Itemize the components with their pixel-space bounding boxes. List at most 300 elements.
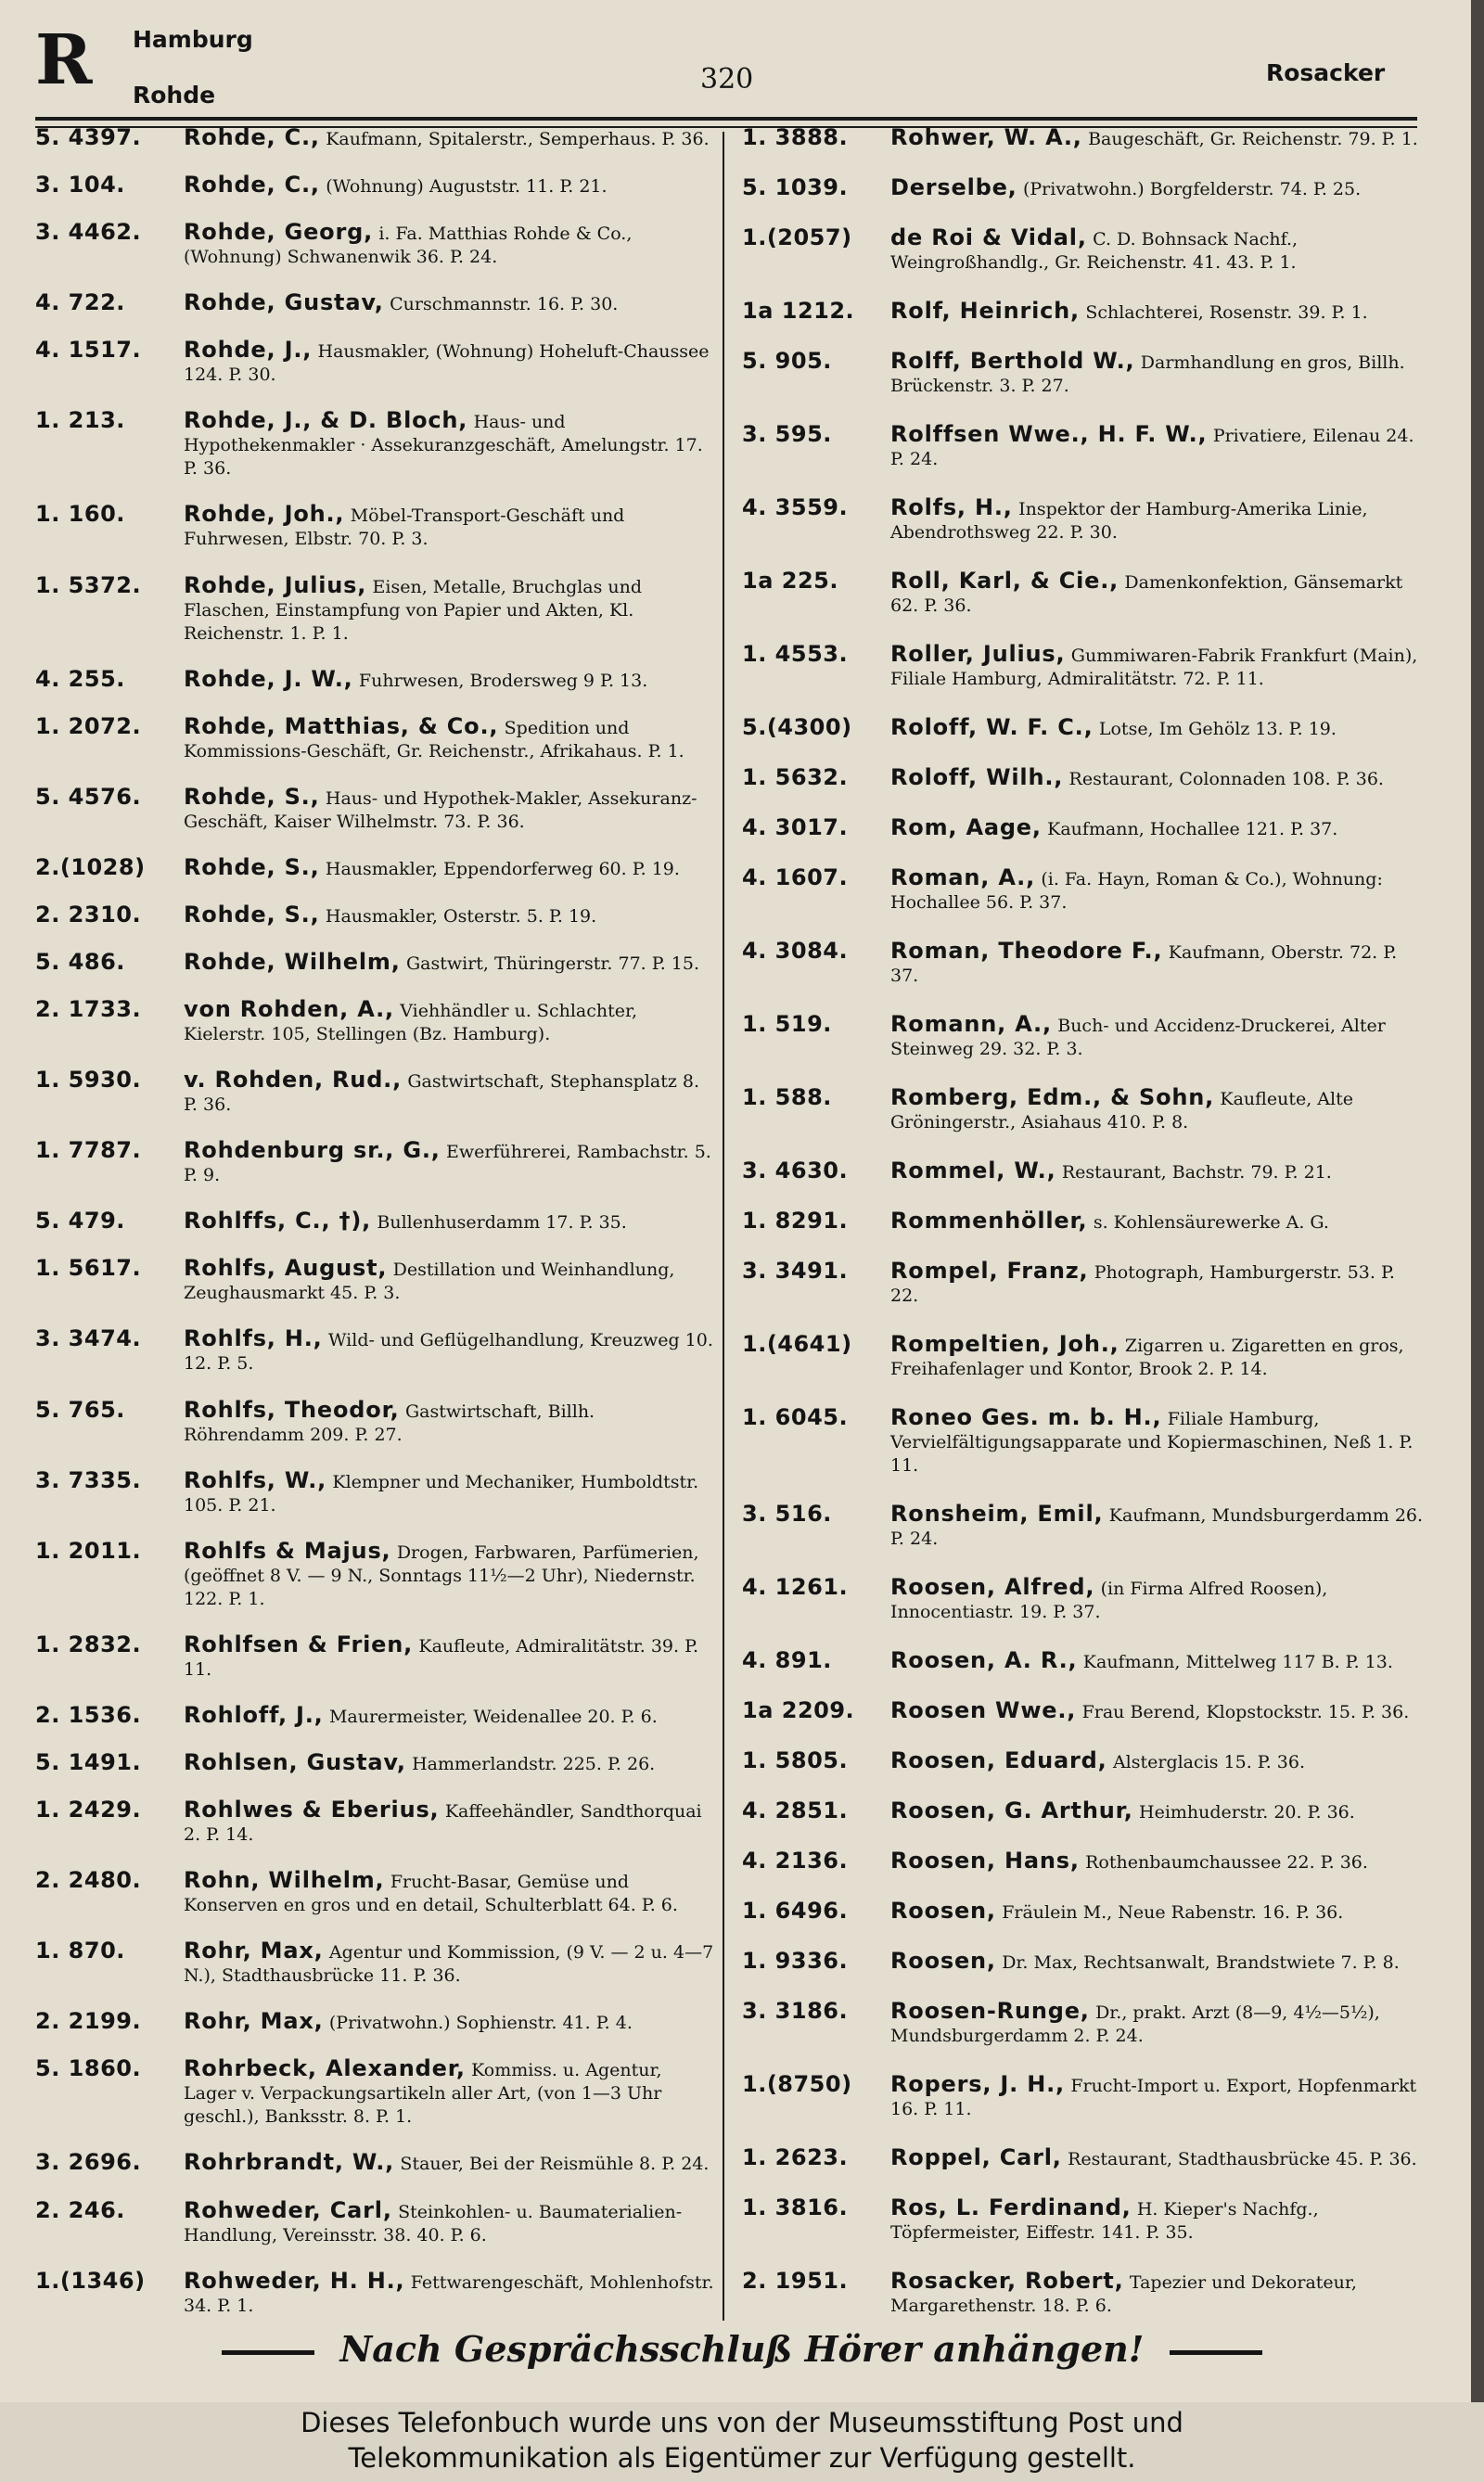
directory-entry xyxy=(742,1333,1425,1380)
directory-entry xyxy=(35,221,718,268)
subscriber-details: Ewerführerei, Rambachstr. 5. P. 9. xyxy=(184,1142,711,1186)
subscriber-details: Heimhuderstr. 20. P. 36. xyxy=(1139,1802,1355,1823)
directory-entry xyxy=(35,2267,718,2317)
directory-entry xyxy=(35,2196,718,2246)
subscriber-name: Rohde, Matthias, & Co., xyxy=(184,712,499,739)
phone-number: 1a 1212. xyxy=(742,298,855,324)
phone-number: 1. 519. xyxy=(742,1011,832,1037)
entry-body xyxy=(890,1333,1425,1380)
subscriber-details: Zigarren u. Zigaretten en gros, Freihafenlager und Kontor, Brook 2. P. 14. xyxy=(890,1336,1404,1379)
entry-body xyxy=(184,951,718,975)
entry-body xyxy=(184,1537,718,1610)
phone-number: 3. 595. xyxy=(742,421,832,447)
phone-number: 1. 213. xyxy=(35,407,125,434)
directory-entry xyxy=(35,173,718,198)
subscriber-details: Viehhändler u. Schlachter, Kielerstr. 105, Stellingen (Bz. Hamburg). xyxy=(184,1001,638,1045)
entry-body xyxy=(184,665,718,692)
subscriber-name: Rolffsen Wwe., H. F. W., xyxy=(890,421,1208,447)
phone-number: 1. 6496. xyxy=(742,1898,849,1924)
directory-entry xyxy=(35,712,718,762)
directory-entry xyxy=(742,2073,1425,2120)
subscriber-name: Rohde, J. W., xyxy=(184,665,353,692)
directory-entry xyxy=(35,998,718,1045)
subscriber-name: v. Rohden, Rud., xyxy=(184,1067,403,1094)
directory-entry xyxy=(35,1396,718,1446)
entry-body xyxy=(890,2270,1425,2317)
phone-number: 5. 765. xyxy=(35,1396,125,1423)
phone-number: 2. 2480. xyxy=(35,1867,142,1894)
entry-body xyxy=(890,940,1425,987)
subscriber-details: (Wohnung) Auguststr. 11. P. 21. xyxy=(326,176,608,198)
entry-body xyxy=(184,503,718,550)
subscriber-name: Rohde, Joh., xyxy=(184,501,345,528)
subscriber-name: Rohweder, H. H., xyxy=(184,2267,405,2294)
entry-body xyxy=(890,1013,1425,1060)
subscriber-details: i. Fa. Matthias Rohde & Co., (Wohnung) Schwanenwik 36. P. 24. xyxy=(184,224,633,268)
subscriber-name: Rohlfs, August, xyxy=(184,1255,388,1282)
phone-number: 1. 5930. xyxy=(35,1067,142,1094)
entry-body xyxy=(890,1209,1425,1234)
directory-entry xyxy=(35,1537,718,1610)
phone-number: 3. 516. xyxy=(742,1501,832,1527)
phone-number: 4. 3017. xyxy=(742,814,849,840)
left-column xyxy=(35,126,718,2317)
subscriber-details: Drogen, Farbwaren, Parfümerien, (geöffnet 8 V. — 9 N., Sonntags 11½—2 Uhr), Niedernstr. 122. P. 1. xyxy=(184,1542,699,1609)
page-edge xyxy=(1471,0,1484,2402)
directory-entry xyxy=(35,1633,718,1681)
directory-entry xyxy=(35,1869,718,1916)
directory-entry xyxy=(35,291,718,315)
subscriber-name: Roller, Julius, xyxy=(890,641,1066,667)
subscriber-name: Roosen, Eduard, xyxy=(890,1747,1107,1773)
entry-body xyxy=(890,1086,1425,1133)
subscriber-name: Rohde, S., xyxy=(184,783,320,810)
column-divider xyxy=(723,132,724,2321)
subscriber-details: Agentur und Kommission, (9 V. — 2 u. 4—7 N.), Stadthausbrücke 11. P. 36. xyxy=(184,1942,714,1987)
subscriber-details: Steinkohlen- u. Baumaterialien-Handlung, Vereinsstr. 38. 40. P. 6. xyxy=(184,2201,683,2245)
subscriber-details: Haus- und Hypothekenmakler · Assekuranzgeschäft, Amelungstr. 17. P. 36. xyxy=(184,412,703,480)
entry-body xyxy=(890,1576,1425,1623)
directory-entry xyxy=(742,1849,1425,1874)
directory-entry xyxy=(35,1327,718,1375)
phone-number: 3. 4630. xyxy=(742,1158,849,1183)
footer-slogan xyxy=(0,2328,1484,2370)
phone-number: 3. 4462. xyxy=(35,219,142,246)
entry-body xyxy=(890,1260,1425,1307)
subscriber-details: H. Kieper's Nachfg., Töpfermeister, Eiffestr. 141. P. 35. xyxy=(890,2199,1319,2243)
credit-banner xyxy=(0,2402,1484,2482)
subscriber-details: Kaufmann, Oberstr. 72. P. 37. xyxy=(890,942,1398,986)
phone-number: 1. 5805. xyxy=(742,1747,849,1773)
subscriber-name: Roloff, W. F. C., xyxy=(890,714,1094,740)
page-number: 320 xyxy=(700,63,754,96)
phone-number: 3. 104. xyxy=(35,172,125,198)
phone-number: 3. 3474. xyxy=(35,1325,142,1352)
directory-entry xyxy=(35,783,718,833)
directory-entry xyxy=(35,1466,718,1516)
entry-body xyxy=(890,2196,1425,2244)
credit-line-1: Dieses Telefonbuch wurde uns von der Museumsstiftung Post und xyxy=(301,2407,1183,2438)
subscriber-name: Ropers, J. H., xyxy=(890,2071,1065,2097)
directory-entry xyxy=(742,1013,1425,1060)
directory-entry xyxy=(742,176,1425,200)
directory-entry xyxy=(742,1900,1425,1924)
slogan-rule-left xyxy=(222,2350,314,2355)
entry-body xyxy=(184,1939,718,1987)
phone-number: 5. 1039. xyxy=(742,174,849,200)
directory-entry xyxy=(742,226,1425,274)
subscriber-name: Ronsheim, Emil, xyxy=(890,1501,1104,1527)
subscriber-name: Rolff, Berthold W., xyxy=(890,348,1135,374)
phone-number: 1. 3816. xyxy=(742,2194,849,2220)
subscriber-name: Rohrbeck, Alexander, xyxy=(184,2055,466,2082)
subscriber-name: Rohn, Wilhelm, xyxy=(184,1867,385,1894)
entry-body xyxy=(184,2267,718,2317)
city-heading: Hamburg xyxy=(133,26,253,53)
entry-body xyxy=(890,423,1425,470)
subscriber-name: Roneo Ges. m. b. H., xyxy=(890,1404,1162,1430)
phone-number: 4. 722. xyxy=(35,289,125,316)
subscriber-details: Inspektor der Hamburg-Amerika Linie, Abendrothsweg 22. P. 30. xyxy=(890,499,1368,543)
entry-body xyxy=(184,2196,718,2246)
subscriber-details: Frucht-Basar, Gemüse und Konserven en gros und en detail, Schulterblatt 64. P. 6. xyxy=(184,1872,678,1916)
entry-body xyxy=(890,2073,1425,2120)
subscriber-details: Kaufleute, Admiralitätstr. 39. P. 11. xyxy=(184,1635,699,1680)
entry-body xyxy=(890,643,1425,690)
subscriber-name: Roosen, G. Arthur, xyxy=(890,1798,1133,1823)
directory-entry xyxy=(742,496,1425,544)
entry-body xyxy=(890,1799,1425,1823)
subscriber-name: Roosen, xyxy=(890,1948,996,1974)
subscriber-details: C. D. Bohnsack Nachf., Weingroßhandlg., Gr. Reichenstr. 41. 43. P. 1. xyxy=(890,229,1298,273)
subscriber-name: Rohde, Julius, xyxy=(184,571,367,598)
entry-body xyxy=(184,712,718,762)
subscriber-name: Rohde, C., xyxy=(184,124,320,150)
entry-body xyxy=(184,2057,718,2128)
subscriber-name: Rohlwes & Eberius, xyxy=(184,1797,440,1823)
header-rule-thick xyxy=(35,117,1417,121)
entry-body xyxy=(184,1327,718,1375)
subscriber-details: Restaurant, Colonnaden 108. P. 36. xyxy=(1068,769,1384,789)
entry-body xyxy=(184,571,718,645)
phone-number: 3. 2696. xyxy=(35,2149,142,2176)
entry-body xyxy=(890,176,1425,200)
subscriber-details: Destillation und Weinhandlung, Zeughausmarkt 45. P. 3. xyxy=(184,1260,675,1304)
subscriber-name: Rohwer, W. A., xyxy=(890,124,1082,150)
phone-number: 1.(8750) xyxy=(742,2071,852,2097)
section-letter: R xyxy=(35,20,93,100)
directory-entry xyxy=(35,1939,718,1987)
phone-number: 4. 2851. xyxy=(742,1798,849,1823)
directory-entry xyxy=(742,1209,1425,1234)
subscriber-name: Rommel, W., xyxy=(890,1158,1056,1183)
directory-entry xyxy=(35,571,718,645)
entry-body xyxy=(184,291,718,315)
subscriber-details: Kaufmann, Mundsburgerdamm 26. P. 24. xyxy=(890,1505,1424,1549)
phone-number: 1. 870. xyxy=(35,1938,125,1964)
entry-body xyxy=(890,1849,1425,1874)
subscriber-name: Rohr, Max, xyxy=(184,1938,324,1964)
subscriber-name: Roosen, A. R., xyxy=(890,1647,1078,1673)
directory-entry xyxy=(35,2151,718,2175)
subscriber-details: Wild- und Geflügelhandlung, Kreuzweg 10. 12. P. 5. xyxy=(184,1330,713,1375)
subscriber-name: Rohlfs, H., xyxy=(184,1325,323,1352)
subscriber-details: Restaurant, Stadthausbrücke 45. P. 36. xyxy=(1068,2149,1417,2169)
phone-number: 1. 6045. xyxy=(742,1404,849,1430)
phone-number: 1.(4641) xyxy=(742,1331,852,1357)
directory-entry xyxy=(35,853,718,880)
subscriber-name: Roll, Karl, & Cie., xyxy=(890,568,1119,594)
phone-number: 1. 4553. xyxy=(742,641,849,667)
phone-number: 4. 255. xyxy=(35,665,125,692)
subscriber-name: Rommenhöller, xyxy=(890,1208,1088,1234)
subscriber-name: Rohrbrandt, W., xyxy=(184,2149,395,2176)
subscriber-name: Rohde, J., xyxy=(184,337,313,364)
subscriber-name: Roosen-Runge, xyxy=(890,1998,1090,2024)
directory-entry xyxy=(35,1068,718,1116)
phone-number: 4. 2136. xyxy=(742,1848,849,1874)
subscriber-details: Eisen, Metalle, Bruchglas und Flaschen, Einstampfung von Papier und Akten, Kl. Reichenstr. 1. P. 1. xyxy=(184,576,643,644)
subscriber-details: Alsterglacis 15. P. 36. xyxy=(1112,1752,1306,1772)
right-column xyxy=(742,126,1425,2317)
subscriber-details: Spedition und Kommissions-Geschäft, Gr. Reichenstr., Afrikahaus. P. 1. xyxy=(184,717,684,761)
phone-number: 1. 8291. xyxy=(742,1208,849,1234)
phone-number: 4. 3084. xyxy=(742,938,849,964)
entry-body xyxy=(184,1139,718,1186)
entry-body xyxy=(184,126,718,150)
phone-number: 1a 2209. xyxy=(742,1697,855,1723)
range-start-heading: Rohde xyxy=(133,82,216,109)
directory-entry xyxy=(742,300,1425,324)
subscriber-name: Rohloff, J., xyxy=(184,1701,324,1728)
subscriber-details: Maurermeister, Weidenallee 20. P. 6. xyxy=(328,1706,658,1727)
range-end-heading: Rosacker xyxy=(1266,59,1386,86)
subscriber-details: Gastwirtschaft, Billh. Röhrendamm 209. P. 27. xyxy=(184,1401,595,1445)
phone-number: 4. 1607. xyxy=(742,864,849,890)
subscriber-details: Schlachterei, Rosenstr. 39. P. 1. xyxy=(1085,302,1368,323)
entry-body xyxy=(184,1869,718,1916)
subscriber-details: Frau Berend, Klopstockstr. 15. P. 36. xyxy=(1081,1702,1410,1722)
directory-entry xyxy=(742,1260,1425,1307)
directory-entry xyxy=(742,816,1425,840)
subscriber-name: Rohdenburg sr., G., xyxy=(184,1137,441,1164)
phone-number: 1. 9336. xyxy=(742,1948,849,1974)
directory-entry xyxy=(35,339,718,386)
phone-number: 1. 3888. xyxy=(742,124,849,150)
subscriber-details: Kaufmann, Mittelweg 117 B. P. 13. xyxy=(1082,1652,1393,1672)
subscriber-name: Rohlsen, Gustav, xyxy=(184,1748,406,1775)
subscriber-name: Roloff, Wilh., xyxy=(890,764,1064,790)
phone-number: 1. 2072. xyxy=(35,712,142,739)
entry-body xyxy=(890,126,1425,150)
subscriber-details: Hammerlandstr. 225. P. 26. xyxy=(412,1753,656,1774)
subscriber-details: Klempner und Mechaniker, Humboldtstr. 105. P. 21. xyxy=(184,1471,699,1516)
directory-entry xyxy=(35,1257,718,1304)
subscriber-name: Rohlfsen & Frien, xyxy=(184,1631,414,1657)
subscriber-details: (i. Fa. Hayn, Roman & Co.), Wohnung: Hochallee 56. P. 37. xyxy=(890,869,1383,913)
entry-body xyxy=(890,496,1425,544)
directory-entry xyxy=(742,2196,1425,2244)
subscriber-details: (Privatwohn.) Borgfelderstr. 74. P. 25. xyxy=(1022,179,1362,199)
entry-body xyxy=(184,1798,718,1846)
subscriber-name: Rom, Aage, xyxy=(890,814,1042,840)
phone-number: 1. 7787. xyxy=(35,1137,142,1164)
entry-body xyxy=(890,1503,1425,1550)
directory-entry xyxy=(742,1159,1425,1183)
directory-entry xyxy=(35,903,718,928)
phone-number: 5. 4397. xyxy=(35,124,142,150)
subscriber-details: Hausmakler, Eppendorferweg 60. P. 19. xyxy=(325,858,680,879)
subscriber-details: Restaurant, Bachstr. 79. P. 21. xyxy=(1061,1162,1332,1183)
entry-body xyxy=(184,1748,718,1775)
entry-body xyxy=(890,569,1425,617)
entry-body xyxy=(184,1209,718,1234)
subscriber-details: Kaufmann, Hochallee 121. P. 37. xyxy=(1047,819,1338,839)
phone-number: 3. 3186. xyxy=(742,1998,849,2024)
subscriber-name: de Roi & Vidal, xyxy=(890,224,1087,250)
phone-number: 1. 5632. xyxy=(742,764,849,790)
subscriber-details: Kaufmann, Spitalerstr., Semperhaus. P. 36. xyxy=(326,129,710,149)
entry-body xyxy=(184,998,718,1045)
entry-body xyxy=(890,716,1425,740)
subscriber-name: Roosen, Alfred, xyxy=(890,1574,1095,1600)
subscriber-name: Derselbe, xyxy=(890,174,1017,200)
phone-number: 4. 1261. xyxy=(742,1574,849,1600)
entry-body xyxy=(890,2000,1425,2047)
subscriber-details: Stauer, Bei der Reismühle 8. P. 24. xyxy=(400,2154,710,2175)
phone-number: 5. 486. xyxy=(35,949,125,976)
subscriber-details: Fräulein M., Neue Rabenstr. 16. P. 36. xyxy=(1002,1902,1344,1923)
directory-entry xyxy=(742,423,1425,470)
subscriber-details: Gastwirtschaft, Stephansplatz 8. P. 36. xyxy=(184,1071,700,1116)
directory-entry xyxy=(35,1139,718,1186)
entry-body xyxy=(890,816,1425,840)
slogan-rule-right xyxy=(1170,2350,1262,2355)
phone-number: 1. 2832. xyxy=(35,1631,142,1657)
phone-number: 1. 160. xyxy=(35,501,125,528)
phone-number: 4. 1517. xyxy=(35,337,142,364)
subscriber-details: Photograph, Hamburgerstr. 53. P. 22. xyxy=(890,1262,1395,1306)
subscriber-details: Gastwirt, Thüringerstr. 77. P. 15. xyxy=(405,953,699,975)
subscriber-name: Rohde, Georg, xyxy=(184,219,373,246)
subscriber-details: (Privatwohn.) Sophienstr. 41. P. 4. xyxy=(328,2013,633,2034)
subscriber-name: Roosen, Hans, xyxy=(890,1848,1080,1874)
subscriber-details: Haus- und Hypothek-Makler, Assekuranz-Geschäft, Kaiser Wilhelmstr. 73. P. 36. xyxy=(184,787,697,832)
entry-body xyxy=(890,350,1425,397)
subscriber-name: Romberg, Edm., & Sohn, xyxy=(890,1084,1215,1110)
subscriber-name: Rohlfs, W., xyxy=(184,1466,327,1493)
phone-number: 2. 246. xyxy=(35,2196,125,2223)
subscriber-details: Dr., prakt. Arzt (8—9, 4½—5½), Mundsburgerdamm 2. P. 24. xyxy=(890,2002,1380,2046)
phone-number: 1. 588. xyxy=(742,1084,832,1110)
directory-entry xyxy=(742,1799,1425,1823)
phone-number: 1. 5372. xyxy=(35,571,142,598)
directory-entry xyxy=(742,1749,1425,1773)
subscriber-details: Rothenbaumchaussee 22. P. 36. xyxy=(1085,1852,1368,1873)
phone-number: 2. 2199. xyxy=(35,2008,142,2035)
entry-body xyxy=(890,1649,1425,1673)
credit-line-2: Telekommunikation als Eigentümer zur Verfügung gestellt. xyxy=(348,2442,1136,2474)
directory-entry xyxy=(742,126,1425,150)
subscriber-details: Lotse, Im Gehölz 13. P. 19. xyxy=(1098,719,1337,739)
subscriber-details: Fettwarengeschäft, Mohlenhofstr. 34. P. 1. xyxy=(184,2271,714,2316)
subscriber-details: Filiale Hamburg, Vervielfältigungsapparate und Kopiermaschinen, Neß 1. P. 11. xyxy=(890,1409,1414,1476)
slogan-text: Nach Gesprächsschluß Hörer anhängen! xyxy=(339,2328,1145,2370)
subscriber-name: Rolfs, H., xyxy=(890,494,1013,520)
subscriber-name: Rohde, Gustav, xyxy=(184,289,384,316)
phone-number: 5. 1491. xyxy=(35,1748,142,1775)
directory-entry xyxy=(742,643,1425,690)
entry-body xyxy=(890,766,1425,790)
subscriber-name: Rohr, Max, xyxy=(184,2008,324,2035)
entry-body xyxy=(184,903,718,928)
directory-entry xyxy=(35,503,718,550)
directory-entry xyxy=(742,569,1425,617)
directory-entry xyxy=(742,2146,1425,2170)
phone-number: 2. 1733. xyxy=(35,996,142,1023)
directory-entry xyxy=(35,665,718,692)
directory-entry xyxy=(742,1699,1425,1723)
subscriber-details: Dr. Max, Rechtsanwalt, Brandstwiete 7. P. 8. xyxy=(1002,1952,1400,1973)
phone-number: 3. 7335. xyxy=(35,1466,142,1493)
entry-body xyxy=(890,1699,1425,1723)
entry-body xyxy=(184,1396,718,1446)
subscriber-name: von Rohden, A., xyxy=(184,996,394,1023)
subscriber-details: Darmhandlung en gros, Billh. Brückenstr. 3. P. 27. xyxy=(890,352,1405,396)
directory-entry xyxy=(35,2010,718,2034)
entry-body xyxy=(890,2146,1425,2170)
subscriber-name: Rohde, J., & D. Bloch, xyxy=(184,407,468,434)
subscriber-details: Fuhrwesen, Brodersweg 9 P. 13. xyxy=(358,670,648,691)
entry-body xyxy=(184,2010,718,2034)
subscriber-name: Roppel, Carl, xyxy=(890,2144,1062,2170)
directory-entry xyxy=(742,350,1425,397)
entry-body xyxy=(890,300,1425,324)
directory-entry xyxy=(742,716,1425,740)
subscriber-name: Roman, Theodore F., xyxy=(890,938,1163,964)
directory-entry xyxy=(35,1748,718,1775)
entry-body xyxy=(184,853,718,880)
phone-number: 1. 5617. xyxy=(35,1255,142,1282)
subscriber-details: (in Firma Alfred Roosen), Innocentiastr. 19. P. 37. xyxy=(890,1579,1328,1622)
subscriber-details: Möbel-Transport-Geschäft und Fuhrwesen, Elbstr. 70. P. 3. xyxy=(184,505,625,550)
directory-entry xyxy=(35,1798,718,1846)
phone-number: 3. 3491. xyxy=(742,1258,849,1284)
subscriber-name: Rolf, Heinrich, xyxy=(890,298,1080,324)
subscriber-name: Rohde, S., xyxy=(184,901,320,928)
subscriber-name: Rompel, Franz, xyxy=(890,1258,1089,1284)
directory-entry xyxy=(35,1701,718,1728)
directory-entry xyxy=(35,126,718,150)
subscriber-details: Tapezier und Dekorateur, Margarethenstr. 18. P. 6. xyxy=(890,2272,1357,2316)
subscriber-details: Privatiere, Eilenau 24. P. 24. xyxy=(890,426,1414,469)
entry-body xyxy=(184,221,718,268)
phone-number: 5. 4576. xyxy=(35,783,142,810)
subscriber-details: Baugeschäft, Gr. Reichenstr. 79. P. 1. xyxy=(1088,129,1418,149)
subscriber-name: Roosen, xyxy=(890,1898,996,1924)
entry-body xyxy=(890,866,1425,914)
subscriber-name: Rohde, C., xyxy=(184,172,320,198)
directory-entry xyxy=(742,2270,1425,2317)
entry-body xyxy=(184,1466,718,1516)
entry-body xyxy=(184,339,718,386)
subscriber-details: Buch- und Accidenz-Druckerei, Alter Steinweg 29. 32. P. 3. xyxy=(890,1016,1386,1059)
entry-body xyxy=(890,1749,1425,1773)
subscriber-details: Frucht-Import u. Export, Hopfenmarkt 16. P. 11. xyxy=(890,2076,1417,2119)
subscriber-name: Rohweder, Carl, xyxy=(184,2196,392,2223)
subscriber-details: Hausmakler, (Wohnung) Hoheluft-Chaussee 124. P. 30. xyxy=(184,341,710,386)
subscriber-details: Hausmakler, Osterstr. 5. P. 19. xyxy=(325,905,597,927)
